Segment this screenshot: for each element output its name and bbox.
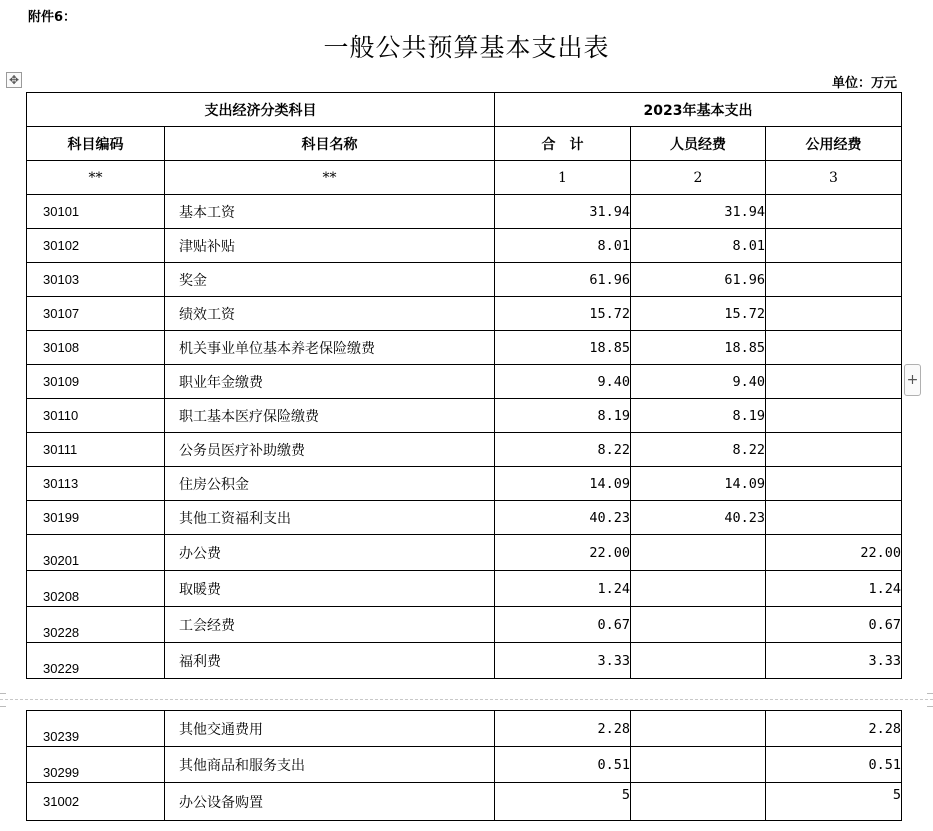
table-row	[27, 571, 902, 607]
table-row	[27, 229, 902, 263]
subject-name-cell: 机关事业单位基本养老保险缴费	[165, 331, 495, 365]
page-break-left-marker	[0, 693, 6, 707]
header-group-row	[27, 93, 902, 127]
subject-code-cell: 30201	[27, 535, 165, 571]
subject-code-cell: 30109	[27, 365, 165, 399]
public-cell	[766, 433, 902, 467]
subject-name-cell: 其他交通费用	[165, 711, 495, 747]
total-cell: 3.33	[495, 643, 631, 679]
subject-name-cell: 办公设备购置	[165, 783, 495, 821]
table-row	[27, 433, 902, 467]
index-name: **	[165, 161, 495, 195]
table-row	[27, 331, 902, 365]
unit-label: 单位：万元	[831, 76, 897, 91]
subject-name-cell: 基本工资	[165, 195, 495, 229]
personnel-cell	[631, 747, 766, 783]
subject-name-cell: 住房公积金	[165, 467, 495, 501]
subject-name-cell: 福利费	[165, 643, 495, 679]
table-row	[27, 607, 902, 643]
public-cell: 0.51	[766, 747, 902, 783]
public-cell	[766, 501, 902, 535]
total-cell: 22.00	[495, 535, 631, 571]
attachment-label: 附件6：	[28, 10, 77, 25]
personnel-cell: 61.96	[631, 263, 766, 297]
subject-code-cell: 30228	[27, 607, 165, 643]
subject-code-cell: 30101	[27, 195, 165, 229]
subject-name-cell: 工会经费	[165, 607, 495, 643]
total-cell: 14.09	[495, 467, 631, 501]
public-cell	[766, 467, 902, 501]
header-subject-code: 科目编码	[27, 127, 165, 161]
subject-name-cell: 奖金	[165, 263, 495, 297]
public-cell	[766, 365, 902, 399]
page-break-divider	[0, 699, 933, 700]
budget-table-continued	[26, 710, 902, 821]
subject-code-cell: 30110	[27, 399, 165, 433]
table-row	[27, 467, 902, 501]
personnel-cell: 14.09	[631, 467, 766, 501]
personnel-cell: 9.40	[631, 365, 766, 399]
subject-code-cell: 30299	[27, 747, 165, 783]
total-cell: 9.40	[495, 365, 631, 399]
public-cell	[766, 399, 902, 433]
total-cell: 8.22	[495, 433, 631, 467]
personnel-cell	[631, 607, 766, 643]
personnel-cell: 31.94	[631, 195, 766, 229]
add-column-plus-icon[interactable]: +	[904, 364, 921, 396]
table-row	[27, 535, 902, 571]
public-cell: 2.28	[766, 711, 902, 747]
personnel-cell	[631, 711, 766, 747]
public-cell	[766, 297, 902, 331]
personnel-cell: 15.72	[631, 297, 766, 331]
table-move-handle-icon[interactable]: ✥	[6, 72, 22, 88]
subject-code-cell: 31002	[27, 783, 165, 821]
subject-name-cell: 取暖费	[165, 571, 495, 607]
table-row	[27, 783, 902, 821]
subject-name-cell: 其他商品和服务支出	[165, 747, 495, 783]
total-cell: 8.01	[495, 229, 631, 263]
total-cell: 8.19	[495, 399, 631, 433]
public-cell: 5	[766, 783, 902, 821]
subject-code-cell: 30208	[27, 571, 165, 607]
total-cell: 18.85	[495, 331, 631, 365]
public-cell	[766, 229, 902, 263]
personnel-cell: 40.23	[631, 501, 766, 535]
public-cell	[766, 195, 902, 229]
header-economic-classification: 支出经济分类科目	[27, 93, 495, 127]
total-cell: 15.72	[495, 297, 631, 331]
public-cell	[766, 331, 902, 365]
personnel-cell: 8.22	[631, 433, 766, 467]
total-cell: 61.96	[495, 263, 631, 297]
public-cell: 22.00	[766, 535, 902, 571]
public-cell	[766, 263, 902, 297]
index-total: 1	[495, 161, 631, 195]
subject-name-cell: 办公费	[165, 535, 495, 571]
header-subject-name: 科目名称	[165, 127, 495, 161]
personnel-cell	[631, 571, 766, 607]
subject-code-cell: 30111	[27, 433, 165, 467]
public-cell: 3.33	[766, 643, 902, 679]
table-row	[27, 711, 902, 747]
subject-code-cell: 30199	[27, 501, 165, 535]
subject-code-cell: 30103	[27, 263, 165, 297]
total-cell: 1.24	[495, 571, 631, 607]
subject-code-cell: 30229	[27, 643, 165, 679]
total-cell: 31.94	[495, 195, 631, 229]
index-public: 3	[766, 161, 902, 195]
subject-name-cell: 公务员医疗补助缴费	[165, 433, 495, 467]
header-total: 合 计	[495, 127, 631, 161]
page-title: 一般公共预算基本支出表	[323, 33, 610, 62]
table-row	[27, 501, 902, 535]
subject-name-cell: 绩效工资	[165, 297, 495, 331]
index-personnel: 2	[631, 161, 766, 195]
table-row	[27, 399, 902, 433]
index-code: **	[27, 161, 165, 195]
personnel-cell	[631, 643, 766, 679]
public-cell: 0.67	[766, 607, 902, 643]
personnel-cell: 8.19	[631, 399, 766, 433]
public-cell: 1.24	[766, 571, 902, 607]
table-row	[27, 643, 902, 679]
subject-name-cell: 职工基本医疗保险缴费	[165, 399, 495, 433]
header-personnel-expenses: 人员经费	[631, 127, 766, 161]
page-break-right-marker	[927, 693, 933, 707]
total-cell: 0.67	[495, 607, 631, 643]
subject-code-cell: 30239	[27, 711, 165, 747]
table-row	[27, 747, 902, 783]
personnel-cell: 18.85	[631, 331, 766, 365]
total-cell: 5	[495, 783, 631, 821]
table-row	[27, 365, 902, 399]
header-column-row	[27, 127, 902, 161]
subject-code-cell: 30102	[27, 229, 165, 263]
table-row	[27, 297, 902, 331]
budget-table	[26, 92, 902, 679]
total-cell: 0.51	[495, 747, 631, 783]
subject-name-cell: 职业年金缴费	[165, 365, 495, 399]
subject-name-cell: 其他工资福利支出	[165, 501, 495, 535]
subject-code-cell: 30108	[27, 331, 165, 365]
personnel-cell	[631, 535, 766, 571]
personnel-cell	[631, 783, 766, 821]
header-public-expenses: 公用经费	[766, 127, 902, 161]
header-basic-expenditure-2023: 2023年基本支出	[495, 93, 902, 127]
table-row	[27, 195, 902, 229]
total-cell: 40.23	[495, 501, 631, 535]
table-row	[27, 263, 902, 297]
total-cell: 2.28	[495, 711, 631, 747]
subject-code-cell: 30113	[27, 467, 165, 501]
subject-code-cell: 30107	[27, 297, 165, 331]
subject-name-cell: 津贴补贴	[165, 229, 495, 263]
personnel-cell: 8.01	[631, 229, 766, 263]
column-index-row	[27, 161, 902, 195]
